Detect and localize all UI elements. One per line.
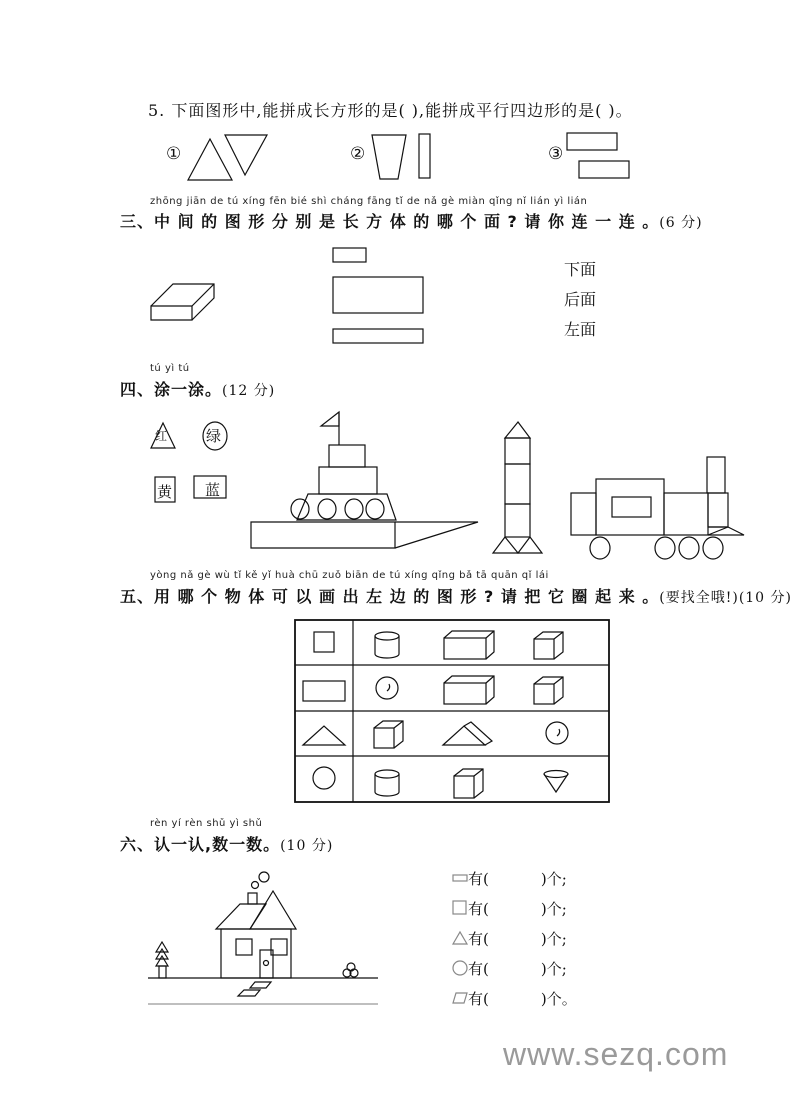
option-3-rectangles [566, 132, 646, 182]
count-row-circle [452, 953, 577, 983]
shape-object-table [294, 619, 614, 809]
key-blue-rectangle: 蓝 [205, 481, 221, 499]
q3-title-text: 三、中 间 的 图 形 分 别 是 长 方 体 的 哪 个 面 ? 请 你 连 一 连 。 [120, 212, 660, 231]
q4-title [120, 377, 275, 400]
ship-drawing [245, 410, 485, 550]
key-red-triangle: 红 [155, 429, 168, 443]
count-label: 有( [468, 899, 489, 918]
option-3-label: ③ [548, 144, 564, 164]
option-1-label: ① [166, 144, 182, 164]
face-shapes [332, 247, 432, 347]
count-suffix: )个; [540, 929, 567, 948]
q5-question: 5. 下面图形中,能拼成长方形的是( ),能拼成平行四边形的是( )。 [148, 101, 633, 120]
q6-score: (10 分) [280, 838, 334, 854]
count-label: 有( [468, 869, 489, 888]
option-2-trapezoid-rect [370, 133, 440, 183]
option-1-triangles [185, 133, 275, 183]
count-suffix: )个; [540, 899, 567, 918]
q3-title [120, 209, 703, 232]
count-row-triangle [452, 923, 577, 953]
count-row-square [452, 893, 577, 923]
option-2-label: ② [350, 144, 366, 164]
rectangle-icon [452, 873, 468, 883]
face-bottom: 下面 [564, 260, 597, 279]
q6-title-text: 六、认一认,数一数。 [120, 835, 281, 854]
parallelogram-icon [452, 991, 468, 1005]
rocket-drawing [490, 420, 550, 560]
face-back: 后面 [564, 290, 597, 309]
count-suffix: )个; [540, 959, 567, 978]
key-green-circle: 绿 [206, 427, 222, 445]
house-scene [146, 870, 386, 1010]
q6-title [120, 832, 333, 855]
q4-title-text: 四、涂一涂。 [120, 380, 223, 399]
cuboid-figure [150, 282, 220, 327]
count-suffix: )个; [540, 869, 567, 888]
q4-score: (12 分) [222, 383, 276, 399]
q5b-note: (要找全哦!)(10 分) [659, 590, 793, 606]
count-label: 有( [468, 929, 489, 948]
train-drawing [568, 455, 753, 565]
count-label: 有( [468, 959, 489, 978]
triangle-icon [452, 930, 468, 946]
count-row-rectangle [452, 863, 577, 893]
q4-pinyin: tú yì tú [150, 363, 190, 374]
square-icon [452, 900, 468, 916]
q5b-pinyin: yòng nǎ gè wù tǐ kě yǐ huà chū zuǒ biān de tú xíng qǐng bǎ tā quān qǐ lái [150, 570, 549, 581]
count-list [452, 863, 577, 1013]
count-label: 有( [468, 989, 489, 1008]
circle-icon [452, 960, 468, 976]
watermark: www.sezq.com [503, 1036, 729, 1072]
count-row-parallelogram [452, 983, 577, 1013]
q5b-title-text: 五、用 哪 个 物 体 可 以 画 出 左 边 的 图 形 ? 请 把 它 圈 起 来 。 [120, 587, 660, 606]
count-suffix: )个。 [540, 989, 577, 1008]
q3-score: (6 分) [659, 215, 703, 231]
q5b-title [120, 584, 792, 607]
q3-pinyin: zhōng jiān de tú xíng fēn bié shì cháng fāng tǐ de nǎ gè miàn qǐng nǐ lián yì lián [150, 196, 588, 207]
key-yellow-square: 黄 [157, 483, 173, 501]
face-left: 左面 [564, 320, 597, 339]
q6-pinyin: rèn yí rèn shǔ yì shǔ [150, 818, 263, 829]
